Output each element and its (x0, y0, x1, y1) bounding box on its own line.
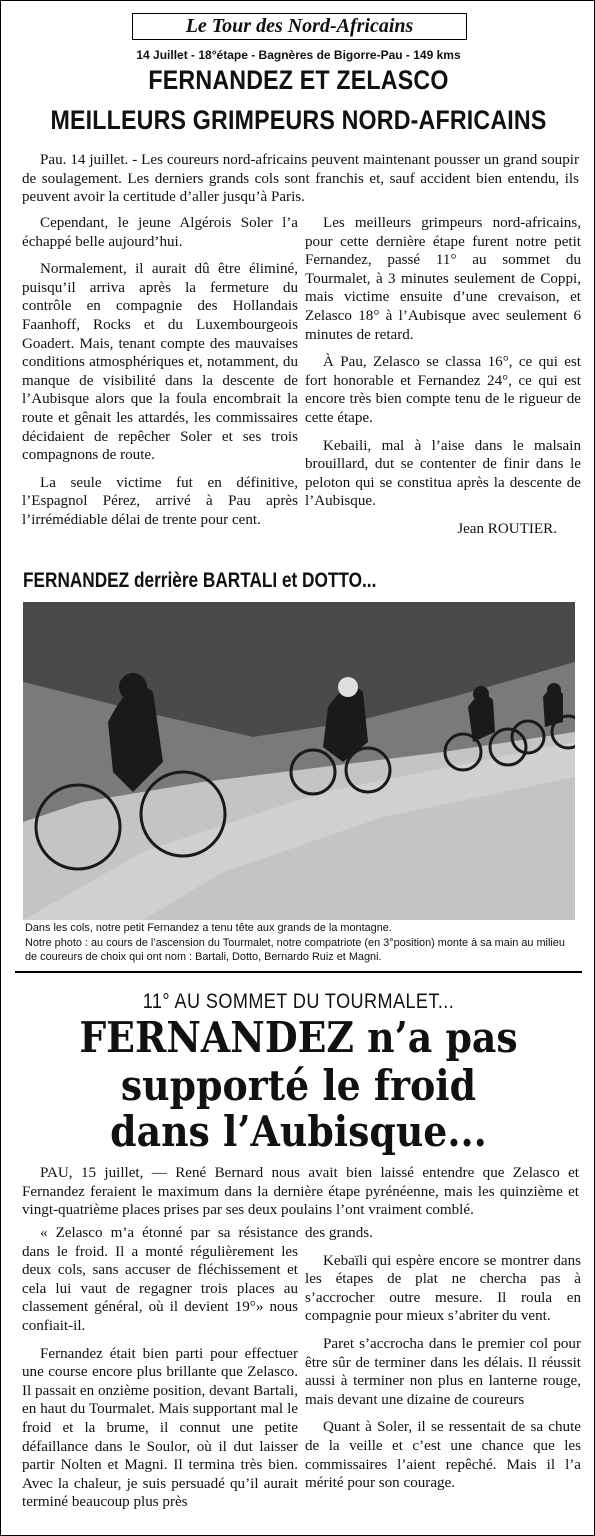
article-column-left (22, 214, 298, 539)
caption-line: Notre photo : au cours de l’ascension du Tourmalet, notre compatriote (en 3°position) monte à sa main au milieu de coureurs de choix qui ont nom : Bartali, Dotto, Bernardo Ruiz et Magni. (25, 936, 565, 963)
divider (15, 971, 582, 973)
paragraph: La seule victime fut en définitive, l’Espagnol Pérez, arrivé à Pau après l’irrémédiable délai de trente pour cent. (22, 474, 298, 528)
paragraph: À Pau, Zelasco se classa 16°, ce qui est fort honorable et Fernandez 24°, ce qui est encore très bien compte tenu de le rigueur de cette étape. (305, 354, 581, 426)
photo-headline: FERNANDEZ derrière BARTALI et DOTTO... (23, 569, 377, 592)
article2-kicker: 11° AU SOMMET DU TOURMALET... (142, 990, 455, 1013)
paragraph: Paret s’accrocha dans le premier col pour être sûr de terminer dans les délais. Il réussit aussi à terminer non plus en lanterne rouge, mais devant une dizaine de coureurs (305, 1335, 581, 1408)
headline-line-2: MEILLEURS GRIMPEURS NORD-AFRICAINS (50, 105, 547, 135)
paragraph: Fernandez était bien parti pour effectuer une course encore plus brillante que Zelasco. Il passait en onzième position, devant Bartali, en haut du Tourmalet. Mais supportant mal le froid et la brume, il connut une petite défaillance dans le Soulor, où il dut laisser partir Nolten et Magni. Il termina très bien. Avec la chaleur, je suis persuadé qu’il aurait terminé beaucoup plus près (22, 1345, 298, 1511)
paragraph: Cependant, le jeune Algérois Soler l’a échappé belle aujourd’hui. (22, 215, 298, 250)
paragraph: Kebaili, mal à l’aise dans le malsain brouillard, dut se contenter de finir dans le peloton qui se constitua après la descente de l’Aubisque. (305, 437, 581, 510)
photo-caption (25, 921, 575, 965)
lead-paragraph: Pau. 14 juillet. - Les coureurs nord-africains peuvent maintenant pousser un grand soupir de soulagement. Les derniers grands cols sont franchis et, sauf accident bien entendu, ils peuvent avoir la certitude d’aller jusqu’à Paris. (22, 152, 579, 206)
article2-headline-line-2: supporté le froid (120, 1061, 477, 1110)
section-title: Le Tour des Nord-Africains (132, 13, 467, 40)
signature: Jean ROUTIER. (457, 520, 557, 537)
paragraph: Normalement, il aurait dû être éliminé, puisqu’il arriva après la fermeture du contrôle en compagnie des Hollandais Faanhoff, Rocks et du Luxembourgeois Goadert. Mais, tenant compte des mauvaises conditions atmosphériques et, notamment, du manque de visibilité dans la descente de l’Aubisque alors que la foula encombrait la route et gênait les attardés, les commissaires décidaient de repêcher Soler et ses trois compagnons de route. (22, 261, 298, 464)
article-column-right (305, 214, 581, 539)
paragraph: des grands. (305, 1225, 373, 1241)
article2-lead (22, 1164, 579, 1229)
stage-info: 14 Juillet - 18°étape - Bagnères de Bigorre-Pau - 149 kms (136, 48, 461, 62)
cyclists-photo (23, 602, 575, 920)
article2-headline-line-1: FERNANDEZ n’a pas (79, 1013, 518, 1062)
headline-line-1: FERNANDEZ ET ZELASCO (148, 65, 449, 95)
article-lead (22, 151, 579, 216)
paragraph: Quant à Soler, il se ressentait de sa chute de la veille et c’est une chance que les commissaires l’aient repêché. Mais il l’a mérité pour son courage. (305, 1419, 581, 1492)
paragraph: Les meilleurs grimpeurs nord-africains, pour cette dernière étape furent notre petit Fernandez, passé 11° au sommet du Tourmalet, à 3 minutes seulement de Coppi, mais victime ensuite d’une crevaison, et Zelasco 18° à l’Aubisque avec seulement 6 minutes de retard. (305, 215, 581, 343)
caption-line: Dans les cols, notre petit Fernandez a tenu tête aux grands de la montagne. (25, 922, 392, 934)
paragraph: « Zelasco m’a étonné par sa résistance dans le froid. Il a monté régulièrement les deux cols, sans accuser de fléchissement et cela lui vaut de regagner trois places au classement général, où il devient 19°» nous confiait-il. (22, 1225, 298, 1334)
article2-column-right (305, 1224, 581, 1502)
article2-headline-line-3: dans l’Aubisque... (110, 1107, 487, 1156)
article2-column-left (22, 1224, 298, 1521)
paragraph: Kebaïli qui espère encore se montrer dans les étapes de plat ne chercha pas à s’accrocher outre mesure. Il roula en compagnie pour mieux s’abriter du vent. (305, 1252, 581, 1325)
lead-paragraph: PAU, 15 juillet, — René Bernard nous avait bien laissé entendre que Zelasco et Fernandez feraient le maximum dans la dernière étape pyrénéenne, mais les quinzième et vingt-quatrième places prises par ses deux poulains l’ont vraiment comblé. (22, 1165, 579, 1219)
